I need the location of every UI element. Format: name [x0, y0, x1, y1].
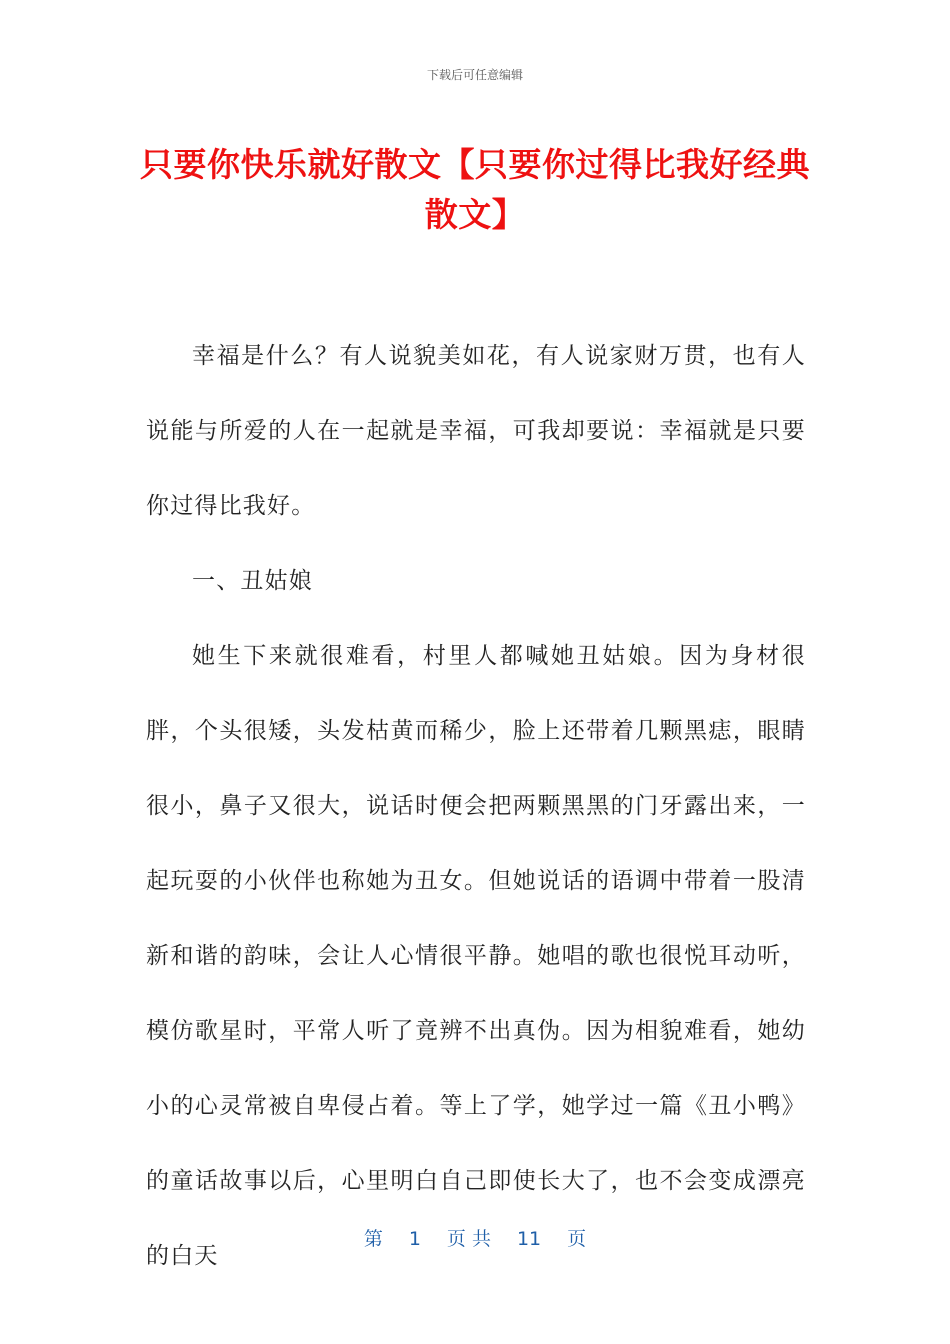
paragraph-intro: 幸福是什么？有人说貌美如花，有人说家财万贯，也有人说能与所爱的人在一起就是幸福，可我却要说：幸福就是只要你过得比我好。 — [146, 343, 806, 519]
footer-total-pages: 11 — [516, 1228, 542, 1250]
footer-current-page: 1 — [408, 1228, 421, 1250]
page-footer — [0, 1224, 950, 1251]
footer-prefix: 第 — [363, 1228, 383, 1250]
section-heading: 一、丑姑娘 — [192, 568, 313, 594]
footer-middle: 页 共 — [446, 1228, 491, 1250]
document-body — [146, 319, 806, 1294]
page-header-note: 下载后可任意编辑 — [426, 68, 523, 82]
document-title: 只要你快乐就好散文【只要你过得比我好经典散文】 — [140, 145, 810, 234]
paragraph-story: 她生下来就很难看，村里人都喊她丑姑娘。因为身材很胖，个头很矮，头发枯黄而稀少，脸上还带着几颗黑痣，眼睛很小，鼻子又很大，说话时便会把两颗黑黑的门牙露出来，一起玩耍的小伙伴也称她为丑女。但她说话的语调中带着一股清新和谐的韵味，会让人心情很平静。她唱的歌也很悦耳动听，模仿歌星时，平常人听了竟辨不出真伪。因为相貌难看，她幼小的心灵常被自卑侵占着。等上了学，她学过一篇《丑小鸭》的童话故事以后，心里明白自己即使长大了，也不会变成漂亮的白天 — [146, 643, 806, 1269]
footer-suffix: 页 — [567, 1228, 587, 1250]
